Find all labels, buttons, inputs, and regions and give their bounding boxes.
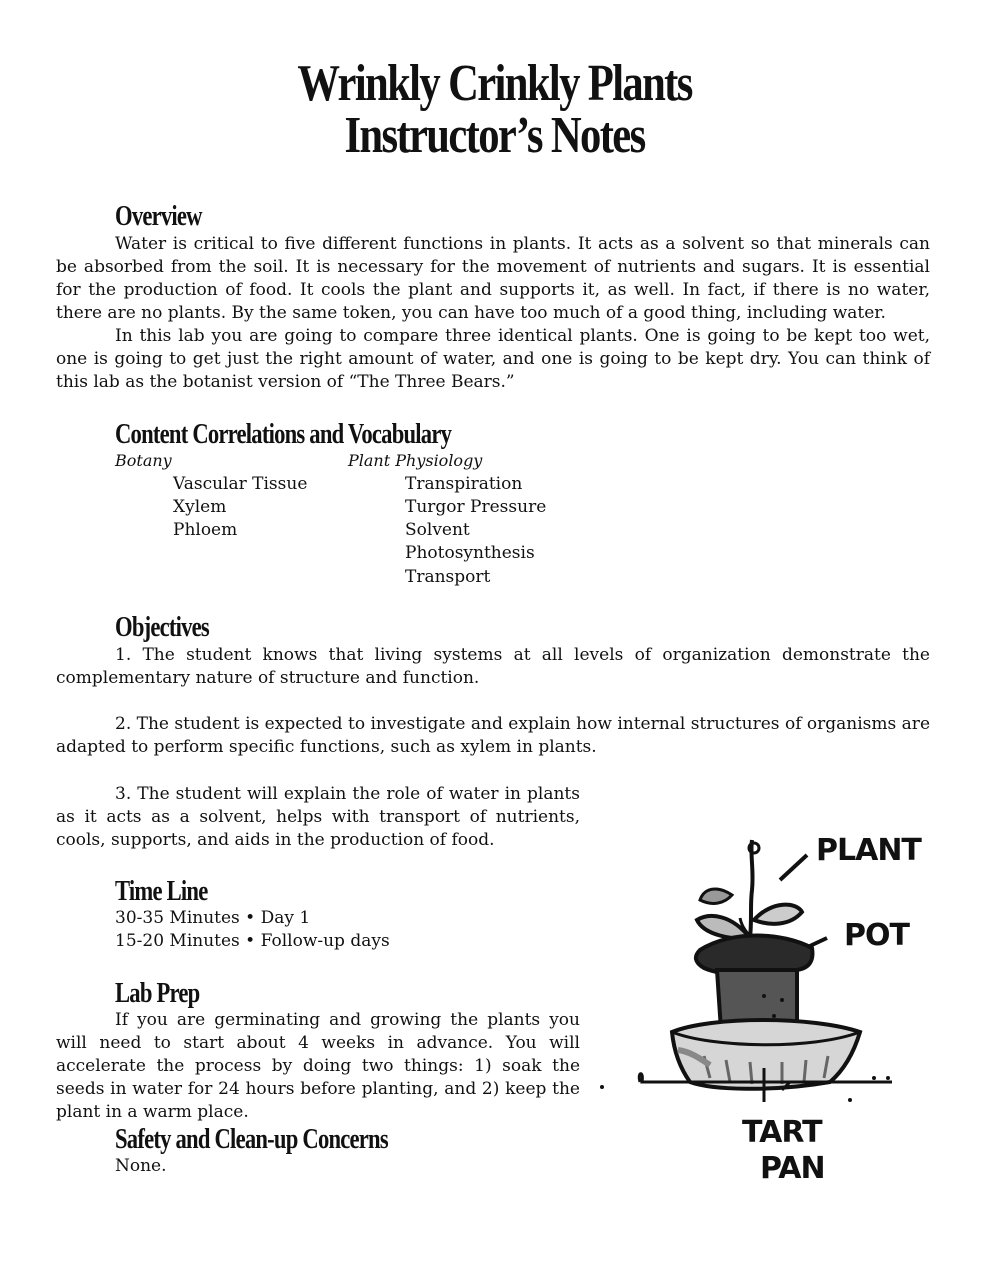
plant-label: PLANT [816, 833, 921, 868]
objective-item: 1. The student knows that living systems at all levels of organization demonstrate the complementary nature of structure and function. [56, 645, 930, 688]
correlations-heading: Content Correlations and Vocabulary [115, 418, 452, 450]
objective-item: 2. The student is expected to investigate and explain how internal structures of organisms are adapted to perform specific functions, such as xylem in plants. [56, 714, 930, 757]
physiology-term: Photosynthesis [405, 543, 535, 563]
physiology-term: Transpiration [405, 474, 523, 494]
pan-label: PAN [760, 1151, 825, 1186]
timeline-heading: Time Line [115, 875, 208, 907]
overview-paragraph-2: In this lab you are going to compare three identical plants. One is going to be kept too wet, one is going to get just the right amount of water, and one is going to be kept dry. You can think of this lab as the botanist version of “The Three Bears.” [56, 326, 930, 392]
botany-label: Botany [115, 451, 172, 470]
plant-pot-illustration [592, 820, 922, 1190]
objectives-heading: Objectives [115, 611, 209, 643]
physiology-term: Solvent [405, 520, 470, 540]
labprep-paragraph: If you are germinating and growing the plants you will need to start about 4 weeks in advance. You will accelerate the process by doing two things: 1) soak the seeds in water for 24 hours before planting, and 2) keep the plant in a warm place. [56, 1010, 580, 1122]
overview-heading: Overview [115, 200, 202, 232]
page-subtitle: Instructor’s Notes [344, 107, 645, 164]
timeline-item: 15-20 Minutes • Follow-up days [115, 931, 390, 951]
physiology-term: Transport [405, 567, 491, 587]
botany-term: Vascular Tissue [173, 474, 308, 494]
timeline-item: 30-35 Minutes • Day 1 [115, 908, 311, 928]
botany-term: Phloem [173, 520, 238, 540]
tart-label: TART [742, 1115, 822, 1150]
overview-paragraph-1: Water is critical to five different functions in plants. It acts as a solvent so that minerals can be absorbed from the soil. It is necessary for the movement of nutrients and sugars. It is essential for the production of food. It cools the plant and supports it, as well. In fact, if there is no water, there are no plants. By the same token, you can have too much of a good thing, including water. [56, 234, 930, 323]
pot-label: POT [844, 918, 909, 953]
objective-item: 3. The student will explain the role of water in plants as it acts as a solvent, helps with transport of nutrients, cools, supports, and aids in the production of food. [56, 784, 580, 850]
safety-text: None. [115, 1156, 167, 1176]
safety-heading: Safety and Clean-up Concerns [115, 1123, 388, 1155]
page-title: Wrinkly Crinkly Plants [297, 55, 692, 112]
labprep-heading: Lab Prep [115, 977, 200, 1009]
physiology-label: Plant Physiology [348, 451, 483, 470]
botany-term: Xylem [173, 497, 227, 517]
physiology-term: Turgor Pressure [405, 497, 547, 517]
